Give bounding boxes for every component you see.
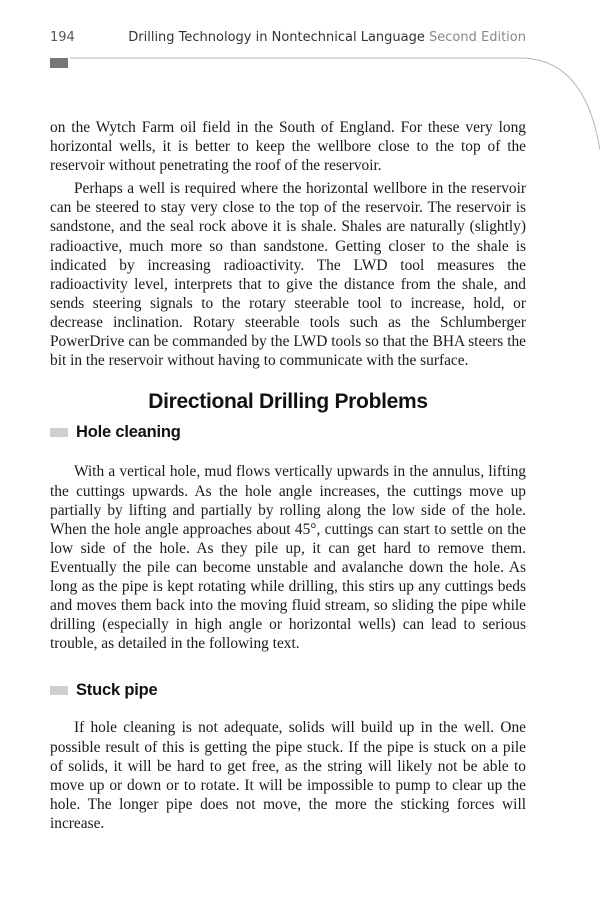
stuck-pipe-paragraph: If hole cleaning is not adequate, solids will build up in the well. One possible result of this is getting the pipe stuck. If the pipe is stuck on a pile of solids, it will be hard to get free, as the string will likely not be able to move up or down or to rotate. It will be impossible to pump to clear up the hole. The longer pipe does not move, the more the sticking forces will increase. bbox=[50, 719, 526, 832]
hole-cleaning-paragraph: With a vertical hole, mud flows vertically upwards in the annulus, lifting the cuttings upwards. As the hole angle increases, the cuttings move up partially by lifting and partially by rolling along the low side of the hole. When the hole angle approaches about 45°, cuttings can start to settle on the low side of the hole. As they pile up, it can get hard to remove them. Eventually the pile can become unstable and avalanche down the hole. As long as the pipe is kept rotating while drilling, this stirs up any cuttings beds and moves them back into the moving fluid stream, so sliding the pipe while drilling (especially in high angle or horizontal wells) can lead to serious trouble, as detailed in the following text. bbox=[50, 463, 526, 653]
page-content bbox=[50, 118, 526, 837]
page-number: 194 bbox=[50, 30, 75, 45]
heading-marker bbox=[50, 428, 68, 437]
heading-marker bbox=[50, 686, 68, 695]
section-title: Directional Drilling Problems bbox=[148, 390, 428, 414]
subsection-heading-label: Hole cleaning bbox=[76, 423, 181, 442]
subsection-heading-label: Stuck pipe bbox=[76, 681, 158, 700]
subsection-heading-hole-cleaning bbox=[50, 423, 526, 442]
book-title: Drilling Technology in Nontechnical Language bbox=[128, 30, 425, 45]
subsection-heading-stuck-pipe bbox=[50, 681, 526, 700]
edition-label: Second Edition bbox=[429, 30, 526, 45]
continued-paragraph: on the Wytch Farm oil field in the South of England. For these very long horizontal wells, it is better to keep the wellbore close to the top of the reservoir without penetrating the roof of the reservoir. bbox=[50, 119, 526, 175]
body-paragraph: Perhaps a well is required where the horizontal wellbore in the reservoir can be steered to stay very close to the top of the reservoir. The reservoir is sandstone, and the seal rock above it is shale. Shales are naturally (slightly) radioactive, much more so than sandstone. Getting closer to the shale is indicated by increasing radioactivity. The LWD tool measures the radioactivity level, interprets that to give the distance from the shale, and sends steering signals to the rotary steerable tool to increase, hold, or decrease inclination. Rotary steerable tools such as the Schlumberger PowerDrive can be commanded by the LWD tools so that the BHA steers the bit in the reservoir without having to communicate with the surface. bbox=[50, 180, 526, 370]
